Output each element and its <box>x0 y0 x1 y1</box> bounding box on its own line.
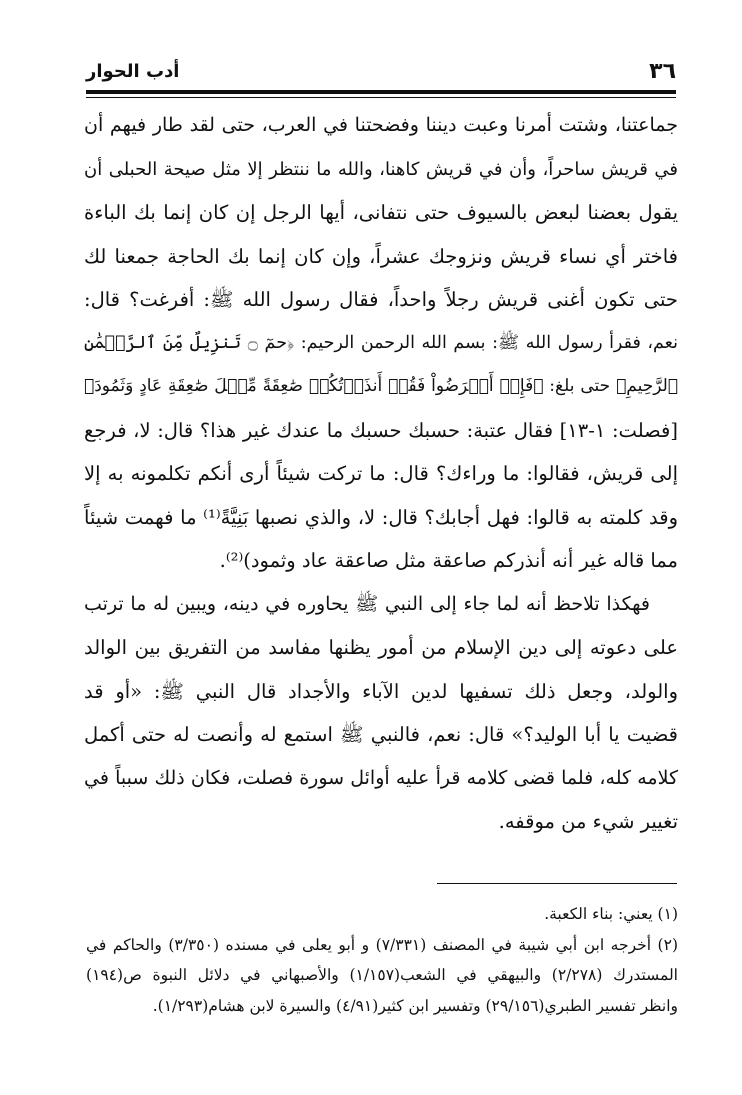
body-line: جماعتنا، وشتت أمرنا وعبت ديننا وفضحتنا في العرب، حتى لقد طار فيهم أن <box>84 114 678 136</box>
header-rule-thick <box>86 90 676 94</box>
body-line: ٱلرَّحِيمِ﴾ حتى بلغ: ﴿فَإِنۡ أَعۡرَضُواْ فَقُلۡ أَنذَرۡتُكُمۡ صَٰعِقَةً مِّثۡلَ صَٰعِقَةِ عَادٍ وَثَمُودَ﴾ <box>84 376 678 396</box>
body-line: على دعوته إلى دين الإسلام من أمور يظنها مفاسد من التفريق بين الوالد <box>84 636 678 659</box>
body-line: فاختر أي نساء قريش ونزوجك عشراً، وإن كان إنما بك الحاجة جمعنا لك <box>84 244 678 268</box>
body-line: في قريش ساحراً، وأن في قريش كاهنا، والله ما ننتظر إلا مثل صيحة الحبلى أن <box>84 158 678 180</box>
body-line: كلامه كله، فلما قضى كلامه قرأ عليه أوائل سورة فصلت، فكان ذلك سبباً في <box>84 766 678 789</box>
footnote-line: وانظر تفسير الطبري(٢٩/١٥٦) وتفسير ابن كثير(٤/٩١) والسيرة لابن هشام(١/٢٩٣). <box>152 996 678 1015</box>
footnote-line: (٢) أخرجه ابن أبي شيبة في المصنف (٧/٣٣١) و أبو يعلى في مسنده (٣/٣٥٠) والحاكم في <box>86 935 678 954</box>
footnote-line: (١) يعني: بناء الكعبة. <box>544 905 678 923</box>
body-line: نعم، فقرأ رسول الله ﷺ: بسم الله الرحمن الرحيم: ﴿حمٓ ۝ تَنزِيلٌ مِّنَ ٱلرَّحۡمَٰنِ <box>84 332 678 353</box>
body-line: [فصلت: ١-١٣] فقال عتبة: حسبك حسبك ما عندك غير هذا؟ قال: لا، فرجع <box>84 418 678 442</box>
body-line: فهكذا تلاحظ أنه لما جاء إلى النبي ﷺ يحاوره في دينه، ويبين له ما ترتب <box>84 592 650 615</box>
body-line: قضيت يا أبا الوليد؟» قال: نعم، فالنبي ﷺ استمع له وأنصت له حتى أكمل <box>84 723 678 746</box>
body-line: إلى قريش، فقالوا: ما وراءك؟ قال: ما تركت شيئاً أرى أنكم تكلمونه به إلا <box>84 462 678 485</box>
page-header <box>86 58 676 88</box>
body-line: حتى تكون أغنى قريش رجلاً واحداً، فقال رسول الله ﷺ: أفرغت؟ قال: <box>84 288 678 311</box>
body-line: وقد كلمته به قالوا: فهل أجابك؟ قال: لا، والذي نصبها بَنِيَّةً⁽¹⁾ ما فهمت شيئاً <box>84 505 678 529</box>
body-text <box>84 104 678 844</box>
body-line: يقول بعضنا لبعض بالسيوف حتى نتفانى، أيها الرجل إن كان إنما بك الباءة <box>84 201 678 224</box>
body-line: والولد، وجعل ذلك تسفيها لدين الآباء والأجداد قال النبي ﷺ: «أو قد <box>84 679 678 703</box>
footnote-line: المستدرك (٢/٢٧٨) والبيهقي في الشعب(١/١٥٧) والأصبهاني في دلائل النبوة ص(١٩٤) <box>86 966 678 984</box>
footnotes <box>86 899 678 1021</box>
page-number: ٣٦ <box>649 59 676 84</box>
footnote-separator <box>437 883 677 884</box>
body-line: تغيير شيء من موقفه. <box>498 810 678 833</box>
running-title: أدب الحوار <box>86 61 180 82</box>
header-rule-thin <box>86 97 676 98</box>
body-line: مما قاله غير أنه أنذركم صاعقة مثل صاعقة عاد وثمود)⁽²⁾. <box>219 549 678 572</box>
